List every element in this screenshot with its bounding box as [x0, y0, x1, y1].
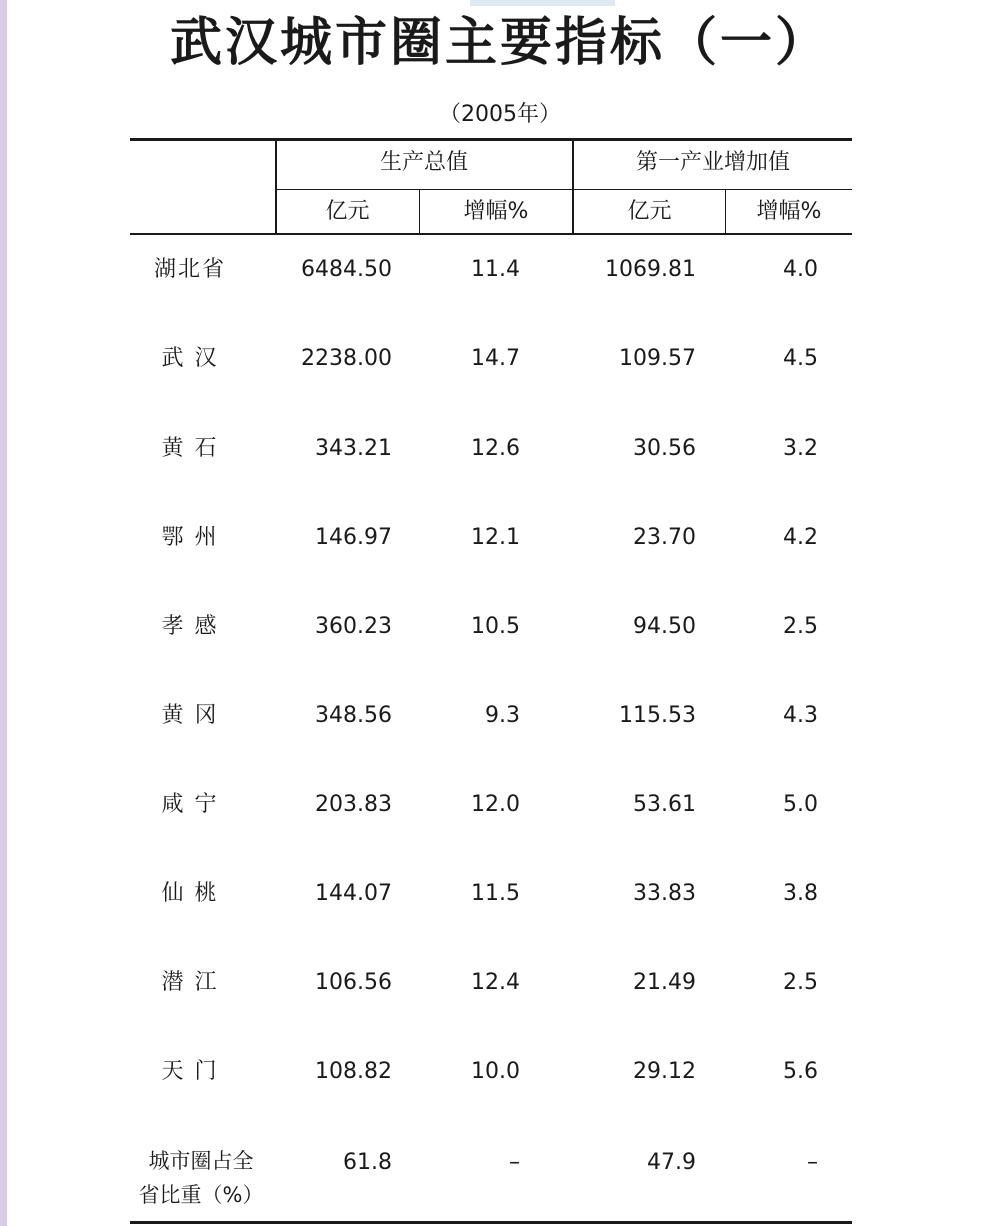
group-header-gdp: 生产总值 [379, 150, 468, 175]
gdp-value: 146.97 [315, 525, 392, 550]
row-label: 孝 感 [161, 614, 219, 639]
footer-gdp-share: 61.8 [343, 1150, 392, 1175]
primary-growth-value: 3.8 [783, 881, 818, 906]
gdp-growth-value: 12.4 [471, 970, 520, 995]
gdp-growth-value: 9.3 [485, 703, 520, 728]
gdp-growth-value: 12.1 [471, 525, 520, 550]
gdp-value: 106.56 [315, 970, 392, 995]
page-subtitle: （2005年） [439, 102, 561, 127]
footer-gdp-growth: – [509, 1150, 520, 1175]
gdp-value: 348.56 [315, 703, 392, 728]
group-header-rule [276, 189, 852, 190]
subheader-gdp-amount: 亿元 [325, 199, 370, 224]
row-label: 黄 石 [161, 436, 219, 461]
primary-value: 109.57 [619, 346, 696, 371]
row-label: 湖北省 [153, 257, 226, 282]
row-label: 天 门 [161, 1059, 219, 1084]
primary-growth-value: 5.6 [783, 1059, 818, 1084]
primary-growth-value: 4.5 [783, 346, 818, 371]
gdp-value: 6484.50 [301, 257, 392, 282]
row-label: 武 汉 [161, 346, 219, 371]
top-edge-bar [470, 0, 615, 6]
gdp-value: 343.21 [315, 436, 392, 461]
primary-value: 30.56 [633, 436, 696, 461]
subheader-gdp-growth: 增幅% [463, 199, 529, 224]
footer-label-line-2: 省比重（%） [138, 1183, 264, 1207]
gdp-growth-value: 11.5 [471, 881, 520, 906]
gdp-growth-value: 12.0 [471, 792, 520, 817]
primary-value: 1069.81 [605, 257, 696, 282]
group-header-primary-industry: 第一产业增加值 [635, 150, 790, 175]
gdp-growth-value: 11.4 [471, 257, 520, 282]
primary-growth-value: 2.5 [783, 614, 818, 639]
primary-growth-value: 3.2 [783, 436, 818, 461]
table-top-rule [130, 138, 852, 141]
footer-label [130, 1144, 272, 1212]
primary-value: 53.61 [633, 792, 696, 817]
table-bottom-rule [130, 1221, 852, 1224]
row-label: 鄂 州 [161, 525, 219, 550]
gdp-value: 144.07 [315, 881, 392, 906]
primary-value: 21.49 [633, 970, 696, 995]
primary-growth-value: 4.3 [783, 703, 818, 728]
page-title: 武汉城市圈主要指标（一） [169, 12, 830, 73]
gdp-growth-value: 10.5 [471, 614, 520, 639]
primary-growth-value: 4.0 [783, 257, 818, 282]
row-label: 黄 冈 [161, 703, 219, 728]
row-label: 仙 桃 [161, 881, 219, 906]
primary-value: 94.50 [633, 614, 696, 639]
gdp-value: 2238.00 [301, 346, 392, 371]
primary-value: 33.83 [633, 881, 696, 906]
gdp-growth-value: 10.0 [471, 1059, 520, 1084]
subheader-primary-growth: 增幅% [756, 199, 822, 224]
footer-primary-share: 47.9 [647, 1150, 696, 1175]
primary-value: 29.12 [633, 1059, 696, 1084]
primary-growth-value: 4.2 [783, 525, 818, 550]
footer-primary-growth: – [807, 1150, 818, 1175]
primary-value: 115.53 [619, 703, 696, 728]
header-bottom-rule [130, 233, 852, 235]
primary-growth-value: 5.0 [783, 792, 818, 817]
gdp-growth-value: 12.6 [471, 436, 520, 461]
primary-growth-value: 2.5 [783, 970, 818, 995]
gdp-value: 203.83 [315, 792, 392, 817]
footer-label-line-1: 城市圈占全 [148, 1149, 254, 1173]
row-label: 潜 江 [161, 970, 219, 995]
gdp-value: 108.82 [315, 1059, 392, 1084]
gdp-value: 360.23 [315, 614, 392, 639]
gdp-growth-value: 14.7 [471, 346, 520, 371]
primary-value: 23.70 [633, 525, 696, 550]
row-label: 咸 宁 [161, 792, 219, 817]
left-edge-stripe [0, 0, 7, 1226]
subheader-primary-amount: 亿元 [627, 199, 672, 224]
